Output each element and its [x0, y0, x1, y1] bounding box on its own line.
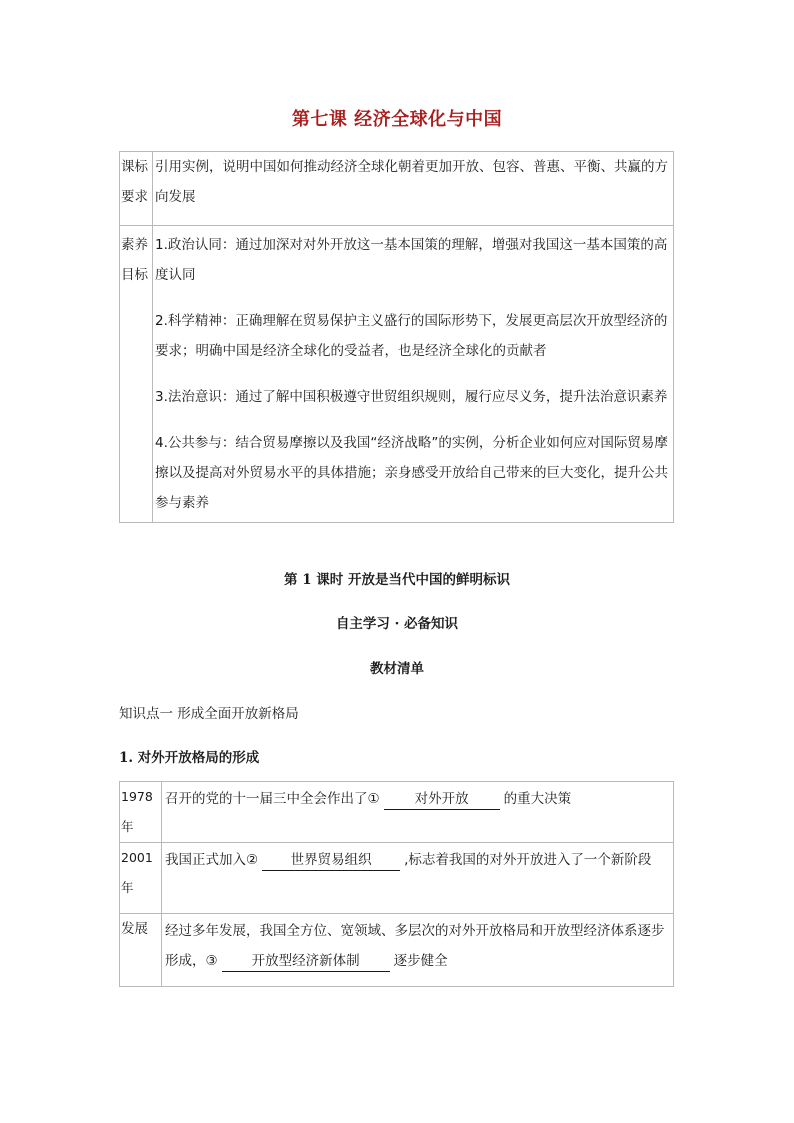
row-label-line: 目标	[121, 267, 148, 283]
row-content	[162, 782, 674, 843]
fill-blank-answer: 世界贸易组织	[262, 850, 400, 871]
row-content	[162, 914, 674, 987]
textbook-list-heading: 教材清单	[370, 661, 424, 677]
table-row	[120, 843, 674, 914]
row-label-line: 素养	[121, 237, 148, 253]
timeline-table	[119, 781, 674, 987]
row-label-line: 课标	[121, 159, 148, 175]
paragraph: 4.公共参与：结合贸易摩擦以及我国“经济战略”的实例，分析企业如何应对国际贸易摩擦以及提高对外贸易水平的具体措施；亲身感受开放给自己带来的巨大变化，提升公共参与素养	[155, 435, 668, 511]
lesson-heading: 第 1 课时 开放是当代中国的鲜明标识	[284, 572, 510, 588]
year-label: 1978年	[121, 789, 153, 834]
text-before-blank: 召开的党的十一届三中全会作出了①	[165, 791, 380, 807]
standards-table	[119, 151, 674, 523]
text-after-blank: 的重大决策	[503, 791, 572, 807]
year-label: 2001年	[121, 850, 153, 895]
paragraph: 1.政治认同：通过加深对对外开放这一基本国策的理解，增强对我国这一基本国策的高度认同	[155, 237, 668, 283]
table-row	[120, 152, 674, 226]
paragraph: 引用实例，说明中国如何推动经济全球化朝着更加开放、包容、普惠、平衡、共赢的方向发展	[155, 159, 668, 205]
row-content	[162, 843, 674, 914]
table-row	[120, 914, 674, 987]
table-row	[120, 782, 674, 843]
knowledge-point-label: 知识点一 形成全面开放新格局	[119, 706, 299, 722]
text-after-blank: 逐步健全	[393, 953, 448, 969]
row-label-text: 发展	[121, 921, 148, 937]
row-label	[120, 226, 153, 523]
text-after-blank: ,标志着我国的对外开放进入了一个新阶段	[404, 852, 652, 868]
section-subheading: 1. 对外开放格局的形成	[119, 750, 260, 766]
row-label	[120, 782, 162, 843]
fill-blank-answer: 开放型经济新体制	[222, 951, 390, 972]
row-label	[120, 843, 162, 914]
self-study-heading: 自主学习 · 必备知识	[335, 616, 459, 632]
page-title: 第七课 经济全球化与中国	[291, 109, 503, 130]
row-label-line: 要求	[121, 189, 148, 205]
row-label	[120, 914, 162, 987]
text-before-blank: 我国正式加入②	[165, 852, 259, 868]
paragraph: 2.科学精神：正确理解在贸易保护主义盛行的国际形势下，发展更高层次开放型经济的要求；明确中国是经济全球化的受益者，也是经济全球化的贡献者	[155, 313, 668, 359]
paragraph: 3.法治意识：通过了解中国积极遵守世贸组织规则，履行应尽义务，提升法治意识素养	[155, 389, 668, 405]
fill-blank-answer: 对外开放	[384, 789, 500, 810]
table-row	[120, 226, 674, 523]
row-label	[120, 152, 153, 226]
row-content	[153, 152, 674, 226]
row-content	[153, 226, 674, 523]
text-before-blank: 经过多年发展，我国全方位、宽领域、多层次的对外开放格局和开放型经济体系逐步形成，③	[165, 923, 665, 969]
